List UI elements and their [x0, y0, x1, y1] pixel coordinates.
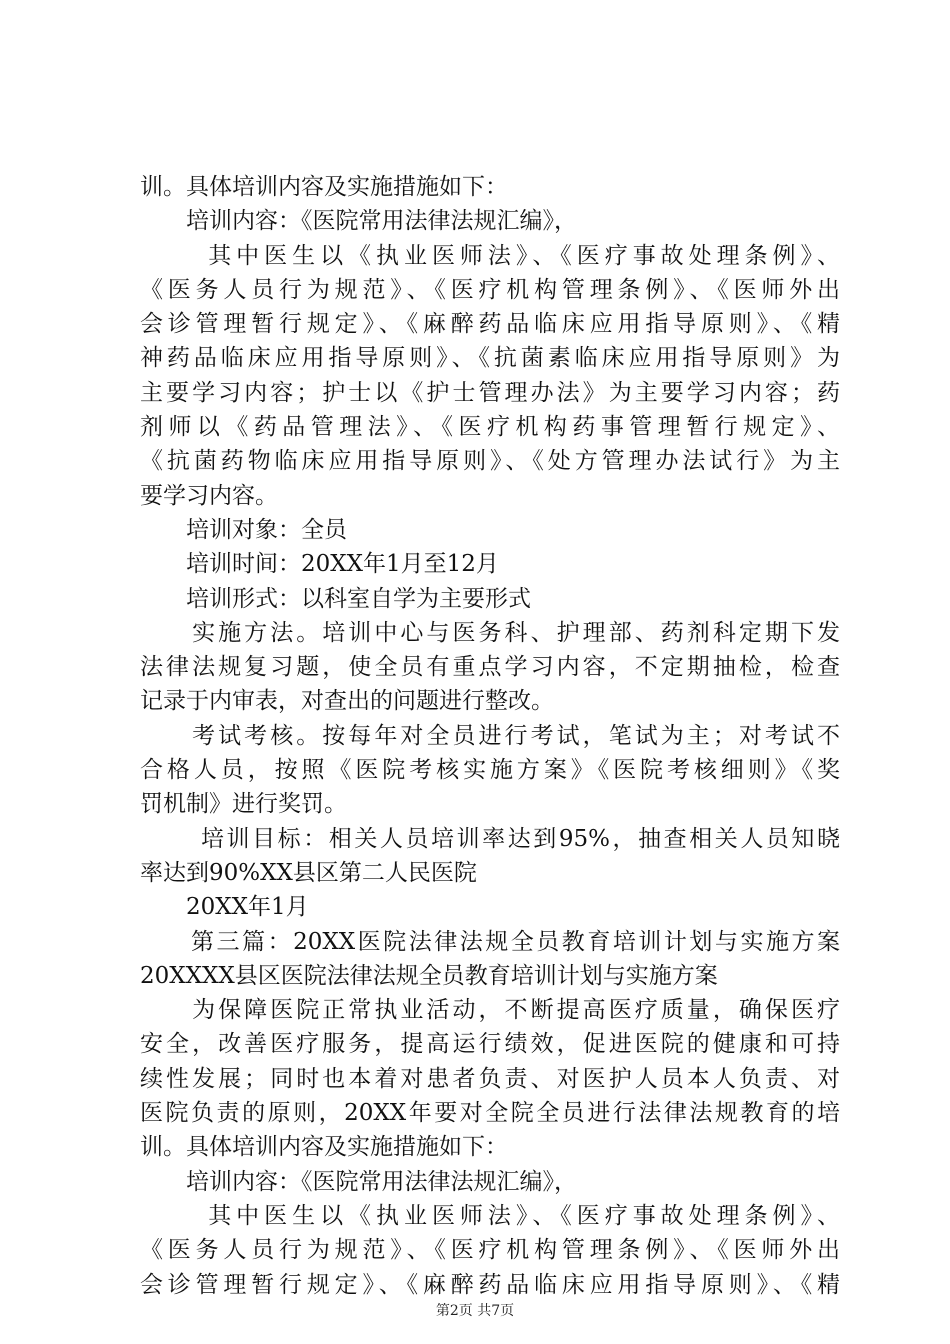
text-line: 培训内容：《医院常用法律法规汇编》，: [140, 208, 577, 235]
text-line: 《医务人员行为规范》、《医疗机构管理条例》、《医师外出: [140, 1237, 840, 1264]
text-line: 主要学习内容；护士以《护士管理办法》为主要学习内容；药: [140, 379, 840, 406]
text-line: 法律法规复习题，使全员有重点学习内容，不定期抽检，检查: [140, 654, 840, 681]
text-line: 神药品临床应用指导原则》、《抗菌素临床应用指导原则》为: [140, 345, 840, 372]
text-line: 率达到90%XX县区第二人民医院: [140, 859, 477, 886]
text-line: 《抗菌药物临床应用指导原则》、《处方管理办法试行》为主: [140, 448, 840, 475]
text-line: 合格人员，按照《医院考核实施方案》《医院考核细则》《奖: [140, 757, 840, 784]
text-line: 会诊管理暂行规定》、《麻醉药品临床应用指导原则》、《精: [140, 1271, 840, 1298]
text-line: 训。具体培训内容及实施措施如下：: [140, 174, 508, 200]
page-number-footer: 第2页 共7页: [435, 1303, 515, 1319]
text-line: 培训对象：全员: [140, 516, 347, 543]
text-line: 会诊管理暂行规定》、《麻醉药品临床应用指导原则》、《精: [140, 311, 840, 338]
text-line: 第三篇：20XX医院法律法规全员教育培训计划与实施方案: [140, 928, 840, 955]
text-line: 《医务人员行为规范》、《医疗机构管理条例》、《医师外出: [140, 276, 840, 303]
text-line: 安全，改善医疗服务，提高运行绩效，促进医院的健康和可持: [140, 1031, 840, 1058]
text-line: 为保障医院正常执业活动，不断提高医疗质量，确保医疗: [140, 997, 840, 1024]
text-line: 培训目标：相关人员培训率达到95%，抽查相关人员知晓: [140, 825, 840, 852]
text-line: 训。具体培训内容及实施措施如下：: [140, 1134, 508, 1161]
text-line: 培训内容：《医院常用法律法规汇编》，: [140, 1168, 577, 1195]
text-line: 培训形式：以科室自学为主要形式: [140, 585, 531, 612]
text-line: 剂师以《药品管理法》、《医疗机构药事管理暂行规定》、: [140, 414, 840, 441]
text-line: 20XX年1月: [140, 894, 309, 921]
text-line: 20XXXX县区医院法律法规全员教育培训计划与实施方案: [140, 962, 718, 989]
text-line: 要学习内容。: [140, 482, 278, 509]
text-line: 其中医生以《执业医师法》、《医疗事故处理条例》、: [140, 242, 840, 269]
text-line: 实施方法。培训中心与医务科、护理部、药剂科定期下发: [140, 619, 840, 646]
text-line: 续性发展；同时也本着对患者负责、对医护人员本人负责、对: [140, 1065, 840, 1092]
text-line: 罚机制》进行奖罚。: [140, 791, 347, 818]
text-line: 培训时间：20XX年1月至12月: [140, 551, 499, 578]
document-body: [140, 170, 840, 1302]
text-line: 记录于内审表，对查出的问题进行整改。: [140, 688, 554, 715]
text-line: 医院负责的原则，20XX年要对全院全员进行法律法规教育的培: [140, 1100, 840, 1127]
text-line: 其中医生以《执业医师法》、《医疗事故处理条例》、: [140, 1202, 840, 1229]
text-line: 考试考核。按每年对全员进行考试，笔试为主；对考试不: [140, 722, 840, 749]
